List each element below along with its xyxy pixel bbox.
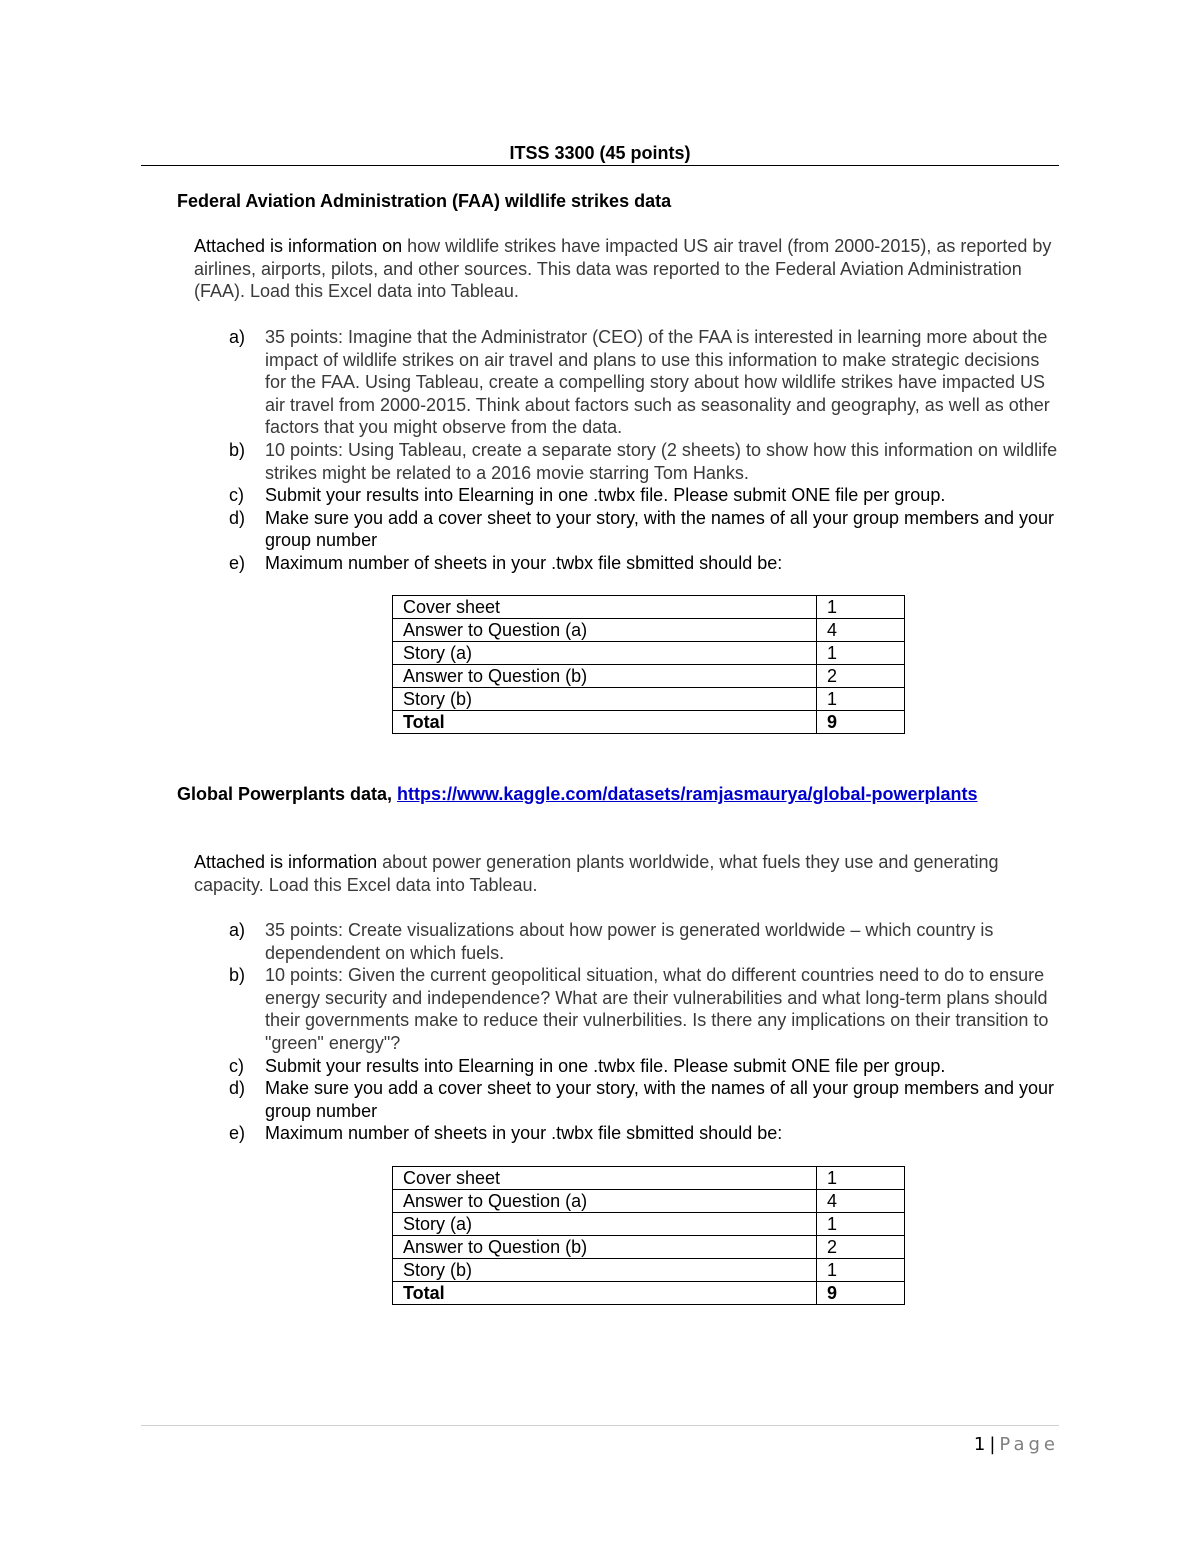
list-marker: b) [229, 439, 246, 460]
section2-question-e [229, 1122, 1064, 1145]
section2-heading [177, 783, 978, 805]
section1-intro-lead: Attached is information on [194, 236, 408, 256]
question-text: 10 points: Given the current geopolitical situation, what do different countries need to do to ensure energy security and independence? What are their vulnerabilities and what long-term plans should their governments make to reduce their vulnerbilities. Is there any implications on their transition to "green" energy"? [265, 965, 1049, 1053]
table-cell-label: Answer to Question (a) [393, 1190, 817, 1213]
page-number: 1 [973, 1434, 986, 1455]
table-row [393, 688, 905, 711]
list-marker: a) [229, 327, 246, 347]
list-marker: d) [229, 507, 246, 528]
question-text: 10 points: Using Tableau, create a separate story (2 sheets) to show how this information on wildlife strikes might be related to a 2016 movie starring Tom Hanks. [265, 439, 1058, 483]
table-row [393, 619, 905, 642]
table-cell-label: Cover sheet [393, 596, 817, 619]
section1-intro [194, 235, 1064, 303]
question-text: Submit your results into Elearning in one .twbx file. Please submit ONE file per group. [265, 1055, 946, 1076]
table-row [393, 642, 905, 665]
section2-intro [194, 851, 1064, 896]
question-text: Make sure you add a cover sheet to your story, with the names of all your group members and your group number [265, 507, 1055, 551]
section1-intro-rest: how wildlife strikes have impacted US air travel (from 2000-2015), as reported by airlines, airports, pilots, and other sources. This data was reported to the Federal Aviation Administration (FAA). Load this Excel data into Tableau. [194, 236, 1052, 302]
table-cell-label: Story (b) [393, 1259, 817, 1282]
page-title: ITSS 3300 (45 points) [509, 143, 691, 163]
question-text: Submit your results into Elearning in one .twbx file. Please submit ONE file per group. [265, 485, 946, 506]
section1-sheet-count-table [392, 595, 905, 734]
section2-heading-text: Global Powerplants data, [177, 784, 398, 804]
footer-divider [141, 1425, 1059, 1426]
question-text: 35 points: Create visualizations about how power is generated worldwide – which country is dependendent on which fuels. [265, 920, 994, 963]
table-cell-value: 1 [817, 642, 905, 665]
section1-question-list [229, 326, 1064, 575]
section2-question-a [229, 919, 1064, 964]
table-cell-value: 2 [817, 1236, 905, 1259]
table-cell-value: 9 [817, 1282, 905, 1305]
section2-question-b [229, 964, 1064, 1054]
section1-heading: Federal Aviation Administration (FAA) wildlife strikes data [177, 191, 672, 211]
footer-separator: | [989, 1434, 996, 1455]
section2-intro-lead: Attached is information [194, 852, 383, 872]
question-text: Make sure you add a cover sheet to your story, with the names of all your group members and your group number [265, 1078, 1055, 1121]
table-cell-label: Story (b) [393, 688, 817, 711]
section2-question-list [229, 919, 1064, 1145]
table-cell-label: Cover sheet [393, 1167, 817, 1190]
list-marker: e) [229, 552, 246, 573]
list-marker: e) [229, 1123, 246, 1144]
list-marker: a) [229, 920, 246, 940]
kaggle-dataset-link[interactable]: https://www.kaggle.com/datasets/ramjasmaurya/global-powerplants [397, 784, 978, 804]
table-row [393, 1236, 905, 1259]
table-cell-value: 1 [817, 1167, 905, 1190]
table-cell-value: 4 [817, 619, 905, 642]
table-cell-label: Total [393, 1282, 817, 1305]
table-row [393, 1259, 905, 1282]
table-cell-value: 1 [817, 1213, 905, 1236]
section1-question-b [229, 439, 1064, 484]
table-cell-value: 1 [817, 688, 905, 711]
list-marker: c) [229, 485, 244, 506]
table-row-total [393, 1282, 905, 1305]
section2-sheet-count-table [392, 1166, 905, 1305]
table-cell-value: 9 [817, 711, 905, 734]
question-text: Maximum number of sheets in your .twbx file sbmitted should be: [265, 552, 783, 573]
section1-question-c [229, 484, 1064, 507]
section1-question-d [229, 507, 1064, 552]
section1-question-e [229, 552, 1064, 575]
page-footer [974, 1434, 1059, 1455]
section2-question-c [229, 1055, 1064, 1078]
list-marker: b) [229, 965, 246, 986]
table-row [393, 665, 905, 688]
table-cell-label: Answer to Question (a) [393, 619, 817, 642]
list-marker: d) [229, 1078, 246, 1099]
page-label: Page [999, 1434, 1059, 1455]
list-marker: c) [229, 1055, 244, 1076]
table-row [393, 1190, 905, 1213]
table-cell-value: 2 [817, 665, 905, 688]
table-row [393, 596, 905, 619]
table-cell-label: Total [393, 711, 817, 734]
table-row [393, 1167, 905, 1190]
table-cell-label: Answer to Question (b) [393, 665, 817, 688]
table-cell-value: 1 [817, 596, 905, 619]
table-row-total [393, 711, 905, 734]
table-cell-value: 4 [817, 1190, 905, 1213]
title-underline-divider [141, 165, 1059, 166]
section2-question-d [229, 1077, 1064, 1122]
table-cell-label: Story (a) [393, 1213, 817, 1236]
question-text: 35 points: Imagine that the Administrator (CEO) of the FAA is interested in learning more about the impact of wildlife strikes on air travel and plans to use this information to make strategic decisions for the FAA. Using Tableau, create a compelling story about how wildlife strikes have impacted US air travel from 2000-2015. Think about factors such as seasonality and geography, as well as other factors that you might observe from the data. [265, 327, 1050, 438]
table-cell-value: 1 [817, 1259, 905, 1282]
section2-intro-rest: about power generation plants worldwide, what fuels they use and generating capacity. Load this Excel data into Tableau. [194, 852, 999, 895]
table-cell-label: Story (a) [393, 642, 817, 665]
section1-question-a [229, 326, 1064, 439]
question-text: Maximum number of sheets in your .twbx file sbmitted should be: [265, 1123, 783, 1144]
table-cell-label: Answer to Question (b) [393, 1236, 817, 1259]
table-row [393, 1213, 905, 1236]
